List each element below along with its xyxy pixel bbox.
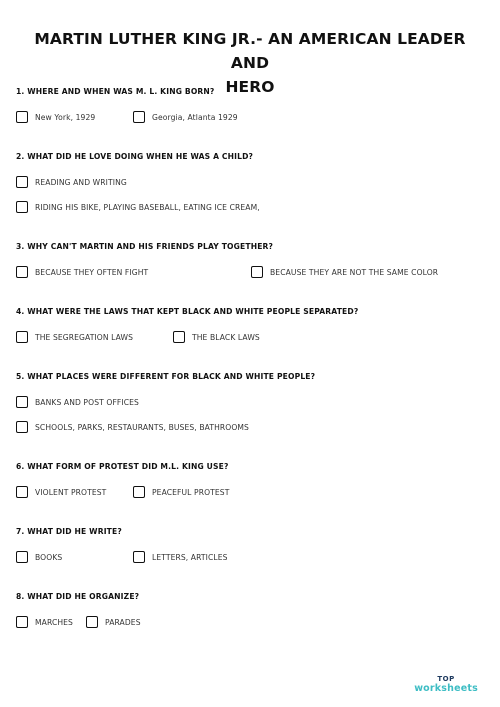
title-line-2: HERO [225, 78, 275, 96]
q1-option-2[interactable] [133, 109, 238, 125]
option-label: MARCHES [35, 617, 73, 627]
checkbox[interactable] [16, 176, 28, 188]
topworksheets-logo [414, 675, 478, 693]
question-3: 3. WHY CAN'T MARTIN AND HIS FRIENDS PLAY TOGETHER? [16, 242, 274, 251]
question-5: 5. WHAT PLACES WERE DIFFERENT FOR BLACK AND WHITE PEOPLE? [16, 372, 316, 381]
q7-option-1[interactable] [16, 549, 62, 565]
q8-option-2[interactable] [86, 614, 141, 630]
option-label: BANKS AND POST OFFICES [35, 397, 139, 407]
q3-option-1[interactable] [16, 264, 148, 280]
checkbox[interactable] [133, 551, 145, 563]
option-label: READING AND WRITING [35, 177, 127, 187]
q2-option-1[interactable] [16, 174, 127, 190]
q4-option-2[interactable] [173, 329, 260, 345]
checkbox[interactable] [16, 111, 28, 123]
checkbox[interactable] [16, 551, 28, 563]
option-label: New York, 1929 [35, 112, 96, 122]
q7-option-2[interactable] [133, 549, 228, 565]
option-label: RIDING HIS BIKE, PLAYING BASEBALL, EATING ICE CREAM, [35, 202, 260, 212]
question-7: 7. WHAT DID HE WRITE? [16, 527, 122, 536]
option-label: BOOKS [35, 552, 63, 562]
q8-option-1[interactable] [16, 614, 73, 630]
option-label: THE BLACK LAWS [192, 332, 260, 342]
option-label: SCHOOLS, PARKS, RESTAURANTS, BUSES, BATHROOMS [35, 422, 249, 432]
option-label: THE SEGREGATION LAWS [35, 332, 134, 342]
logo-top-text: TOP [437, 675, 455, 683]
option-label: VIOLENT PROTEST [35, 487, 107, 497]
question-2: 2. WHAT DID HE LOVE DOING WHEN HE WAS A CHILD? [16, 152, 254, 161]
question-8: 8. WHAT DID HE ORGANIZE? [16, 592, 140, 601]
checkbox[interactable] [133, 111, 145, 123]
checkbox[interactable] [16, 331, 28, 343]
option-label: BECAUSE THEY OFTEN FIGHT [35, 267, 149, 277]
checkbox[interactable] [16, 396, 28, 408]
q1-option-1[interactable] [16, 109, 95, 125]
q3-option-2[interactable] [251, 264, 438, 280]
q5-option-1[interactable] [16, 394, 139, 410]
checkbox[interactable] [16, 486, 28, 498]
q6-option-2[interactable] [133, 484, 229, 500]
q4-option-1[interactable] [16, 329, 133, 345]
question-6: 6. WHAT FORM OF PROTEST DID M.L. KING USE? [16, 462, 229, 471]
checkbox[interactable] [133, 486, 145, 498]
checkbox[interactable] [16, 616, 28, 628]
checkbox[interactable] [16, 201, 28, 213]
question-1: 1. WHERE AND WHEN WAS M. L. KING BORN? [16, 87, 215, 96]
checkbox[interactable] [86, 616, 98, 628]
logo-bottom-text: worksheets [414, 683, 478, 694]
option-label: PARADES [105, 617, 141, 627]
checkbox[interactable] [16, 266, 28, 278]
option-label: LETTERS, ARTICLES [152, 552, 228, 562]
option-label: Georgia, Atlanta 1929 [152, 112, 238, 122]
question-4: 4. WHAT WERE THE LAWS THAT KEPT BLACK AND WHITE PEOPLE SEPARATED? [16, 307, 359, 316]
checkbox[interactable] [173, 331, 185, 343]
option-label: PEACEFUL PROTEST [152, 487, 230, 497]
q2-option-2[interactable] [16, 199, 260, 215]
option-label: BECAUSE THEY ARE NOT THE SAME COLOR [270, 267, 439, 277]
checkbox[interactable] [251, 266, 263, 278]
title-line-1: MARTIN LUTHER KING JR.- AN AMERICAN LEADER AND [34, 30, 466, 72]
q5-option-2[interactable] [16, 419, 249, 435]
checkbox[interactable] [16, 421, 28, 433]
q6-option-1[interactable] [16, 484, 106, 500]
